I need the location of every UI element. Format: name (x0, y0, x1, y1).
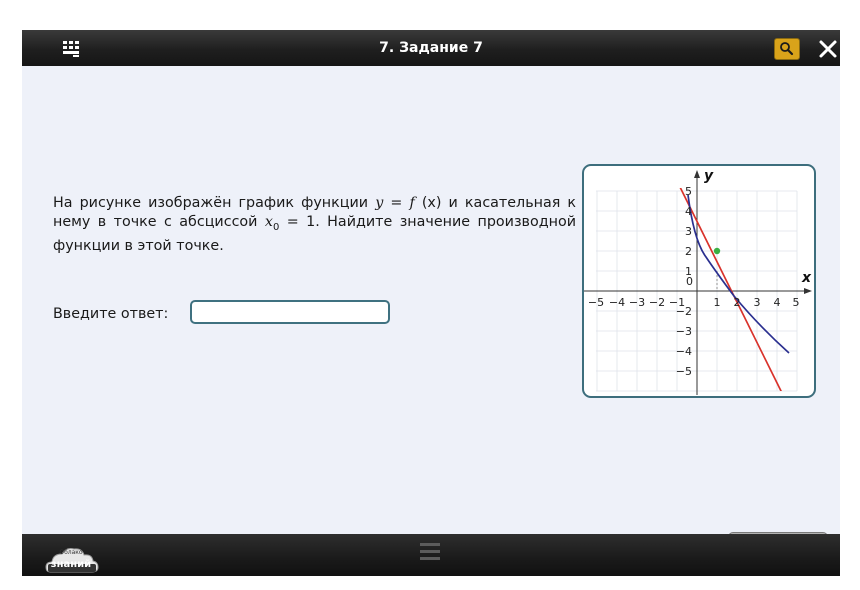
task-equals: = (390, 195, 403, 211)
x-axis-arrow (804, 288, 812, 294)
oblako-znaniy-logo (44, 542, 100, 574)
x-tick-label: −4 (608, 296, 626, 309)
task-x0-sub: 0 (272, 221, 280, 233)
page-title: 7. Задание 7 (379, 40, 483, 56)
magnifier-icon[interactable] (774, 38, 800, 60)
app-window (22, 30, 840, 576)
y-tick-label: 1 (685, 265, 692, 278)
tangent-point (714, 248, 720, 254)
x-tick-label: −3 (628, 296, 646, 309)
graph-svg (584, 166, 814, 396)
task-content (22, 66, 840, 534)
bottom-bar (22, 534, 840, 576)
task-text-part1: На рисунке изображён график функции (53, 195, 369, 211)
x-tick-label: 3 (753, 296, 761, 309)
task-y-var: y (375, 195, 384, 211)
x-tick-labels (588, 296, 800, 309)
y-tick-label: 2 (685, 245, 692, 258)
function-graph (582, 164, 816, 398)
x-tick-label: 2 (733, 296, 741, 309)
x-tick-label: 1 (713, 296, 721, 309)
y-tick-label: 3 (685, 225, 692, 238)
top-bar (22, 30, 840, 66)
answer-input[interactable] (190, 300, 390, 324)
logo-text-small: Облако (59, 549, 83, 556)
y-axis-arrow (694, 170, 700, 178)
x-tick-label: −5 (587, 296, 605, 309)
logo-text-big: знаний (50, 559, 92, 570)
task-x0-var: x (264, 213, 273, 230)
y-tick-label: −4 (675, 345, 692, 358)
x-tick-label: −1 (668, 296, 686, 309)
task-statement (53, 194, 576, 255)
y-tick-label: −5 (675, 365, 692, 378)
drag-handle-icon[interactable] (420, 540, 440, 566)
x-tick-label: 4 (773, 296, 781, 309)
y-tick-label: −2 (675, 305, 692, 318)
tangent-line (679, 185, 782, 393)
task-x-paren: (x) (421, 195, 442, 211)
task-text-part3: = 1. Найдите значение производной функции в этой точке. (53, 213, 576, 254)
close-x-icon[interactable] (816, 36, 840, 62)
y-tick-label: −3 (675, 325, 692, 338)
y-axis-label: y (704, 168, 714, 184)
x-tick-label: 5 (792, 296, 800, 309)
origin-label: 0 (686, 275, 693, 288)
y-tick-label: 5 (685, 185, 692, 198)
x-tick-label: −2 (648, 296, 666, 309)
task-text-part2: и касательная к нему в точке с абсциссой (53, 195, 577, 230)
task-f-var: f (409, 195, 415, 211)
y-tick-label: 4 (685, 205, 692, 218)
x-axis-label: x (802, 270, 812, 286)
answer-label: Введите ответ: (53, 306, 169, 322)
function-curve (688, 195, 789, 353)
